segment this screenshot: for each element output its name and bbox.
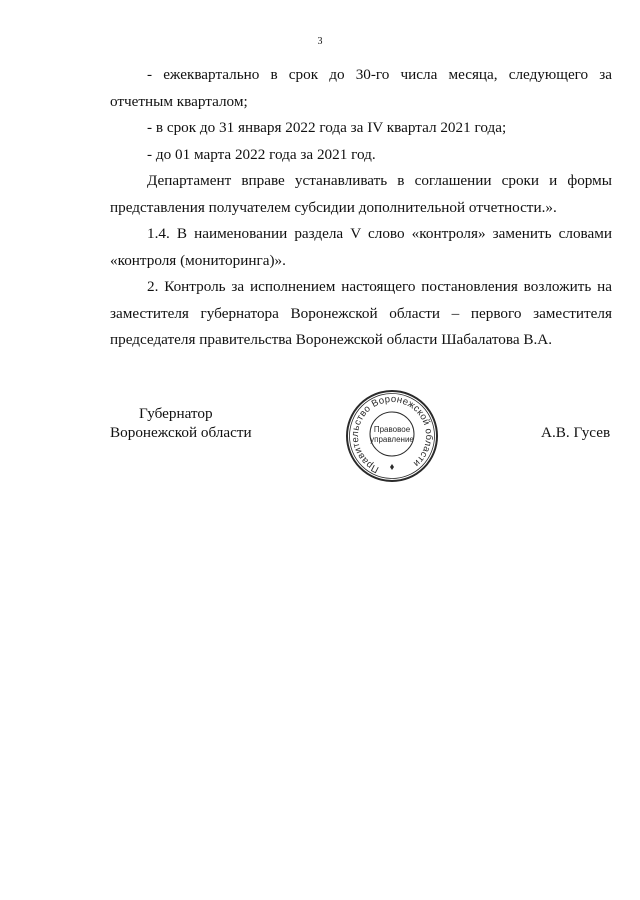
signatory-title-line-2: Воронежской области — [110, 424, 252, 441]
paragraph-january-deadline: - в срок до 31 января 2022 года за IV квартал 2021 года; — [147, 119, 507, 136]
stamp-emblem-icon — [390, 464, 394, 470]
document-body — [110, 62, 612, 354]
stamp-center-line-2: управление — [370, 435, 414, 444]
paragraph-quarterly-deadline: - ежеквартально в срок до 30-го числа месяца, следующего за отчетным кварталом; — [110, 66, 612, 110]
signatory-title-line-1: Губернатор — [139, 405, 213, 422]
paragraph-march-deadline: - до 01 марта 2022 года за 2021 год. — [147, 145, 376, 163]
signatory-title — [110, 404, 260, 442]
paragraph-department-right: Департамент вправе устанавливать в соглашении сроки и формы представления получателем субсидии дополнительной отчетности.». — [110, 172, 612, 216]
page-number: 3 — [317, 36, 323, 47]
signatory-name: А.В. Гусев — [541, 424, 611, 441]
paragraph-item-2: 2. Контроль за исполнением настоящего постановления возложить на заместителя губернатора Воронежской области – первого заместителя председателя правительства Воронежской области Шабалатова В.А. — [110, 278, 612, 348]
stamp-ring-text: Правительство Воронежской области — [349, 393, 435, 475]
paragraph-item-1-4: 1.4. В наименовании раздела V слово «контроля» заменить словами «контроля (мониторинга)». — [110, 225, 612, 269]
stamp-center-line-1: Правовое — [373, 425, 411, 434]
official-stamp — [344, 388, 440, 484]
